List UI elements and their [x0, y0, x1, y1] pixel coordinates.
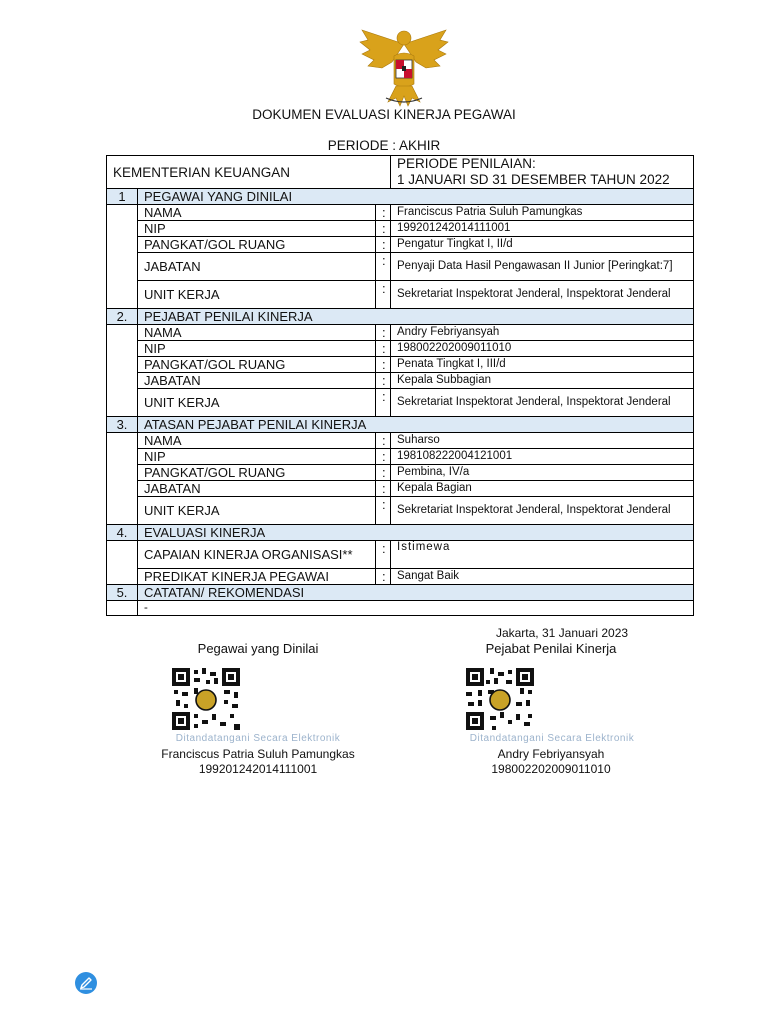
colon: :	[376, 449, 391, 465]
colon: :	[376, 541, 391, 569]
row-value: Istimewa	[391, 541, 694, 569]
table-row	[107, 569, 694, 585]
row-label: NIP	[138, 449, 376, 465]
colon: :	[376, 481, 391, 497]
section-title: ATASAN PEJABAT PENILAI KINERJA	[138, 417, 694, 433]
colon: :	[376, 281, 391, 309]
periode-label: PERIODE : AKHIR	[327, 138, 441, 153]
row-value: 199201242014111001	[391, 221, 694, 237]
note-value: -	[138, 601, 694, 616]
section-header	[107, 585, 694, 601]
section-title: PEJABAT PENILAI KINERJA	[138, 309, 694, 325]
table-row	[107, 221, 694, 237]
table-row	[107, 497, 694, 525]
row-label: JABATAN	[138, 373, 376, 389]
section-number: 4.	[107, 525, 138, 541]
section-header	[107, 309, 694, 325]
colon: :	[376, 341, 391, 357]
row-value: Kepala Bagian	[391, 481, 694, 497]
colon: :	[376, 253, 391, 281]
row-value: Pembina, IV/a	[391, 465, 694, 481]
table-row	[107, 325, 694, 341]
row-value: Pengatur Tingkat I, II/d	[391, 237, 694, 253]
right-signer-name: Andry Febriyansyah	[497, 747, 605, 761]
table-row	[107, 449, 694, 465]
section-number: 5.	[107, 585, 138, 601]
row-label: NIP	[138, 341, 376, 357]
table-row	[107, 389, 694, 417]
table-row	[107, 357, 694, 373]
right-signer-role: Pejabat Penilai Kinerja	[485, 641, 617, 656]
section-header	[107, 189, 694, 205]
table-row	[107, 433, 694, 449]
left-esign-note: Ditandatangani Secara Elektronik	[175, 733, 341, 744]
colon: :	[376, 357, 391, 373]
table-row	[107, 541, 694, 569]
row-label: UNIT KERJA	[138, 281, 376, 309]
row-value: Franciscus Patria Suluh Pamungkas	[391, 205, 694, 221]
row-label: UNIT KERJA	[138, 389, 376, 417]
right-signer-nip: 198002202009011010	[491, 762, 611, 776]
row-value: Sekretariat Inspektorat Jenderal, Inspektorat Jenderal	[391, 389, 694, 417]
colon: :	[376, 373, 391, 389]
row-label: NAMA	[138, 433, 376, 449]
section-title: PEGAWAI YANG DINILAI	[138, 189, 694, 205]
row-value: Suharso	[391, 433, 694, 449]
table-row	[107, 205, 694, 221]
row-value: Sekretariat Inspektorat Jenderal, Inspektorat Jenderal	[391, 281, 694, 309]
row-label: JABATAN	[138, 253, 376, 281]
colon: :	[376, 205, 391, 221]
row-value: Andry Febriyansyah	[391, 325, 694, 341]
row-value: Sekretariat Inspektorat Jenderal, Inspektorat Jenderal	[391, 497, 694, 525]
qr-code-icon	[466, 668, 534, 730]
periode-penilaian-value: 1 JANUARI SD 31 DESEMBER TAHUN 2022	[397, 172, 670, 187]
row-value: Penata Tingkat I, III/d	[391, 357, 694, 373]
colon: :	[376, 497, 391, 525]
row-value: 198108222004121001	[391, 449, 694, 465]
row-value: Sangat Baik	[391, 569, 694, 585]
row-label: NIP	[138, 221, 376, 237]
row-value: Penyaji Data Hasil Pengawasan II Junior [Peringkat:7]	[391, 253, 694, 281]
row-value: Kepala Subbagian	[391, 373, 694, 389]
table-row	[107, 237, 694, 253]
colon: :	[376, 325, 391, 341]
row-label: NAMA	[138, 325, 376, 341]
table-row	[107, 481, 694, 497]
left-signer-nip: 199201242014111001	[198, 762, 318, 776]
table-row	[107, 601, 694, 616]
row-label: PANGKAT/GOL RUANG	[138, 465, 376, 481]
table-row	[107, 281, 694, 309]
section-header	[107, 417, 694, 433]
periode-penilaian-label: PERIODE PENILAIAN:	[397, 156, 536, 171]
row-label: PANGKAT/GOL RUANG	[138, 237, 376, 253]
row-label: CAPAIAN KINERJA ORGANISASI**	[138, 541, 376, 569]
evaluation-table	[106, 155, 694, 616]
qr-code-icon	[172, 668, 240, 730]
colon: :	[376, 569, 391, 585]
colon: :	[376, 221, 391, 237]
table-row	[107, 465, 694, 481]
place-date: Jakarta, 31 Januari 2023	[495, 626, 629, 640]
section-title: CATATAN/ REKOMENDASI	[138, 585, 694, 601]
table-row	[107, 341, 694, 357]
right-esign-note: Ditandatangani Secara Elektronik	[469, 733, 635, 744]
colon: :	[376, 237, 391, 253]
left-signer-name: Franciscus Patria Suluh Pamungkas	[161, 747, 355, 761]
periode-penilaian	[391, 156, 694, 189]
edit-pen-button[interactable]	[75, 972, 97, 994]
instansi-label: KEMENTERIAN KEUANGAN	[107, 156, 391, 189]
row-label: PANGKAT/GOL RUANG	[138, 357, 376, 373]
section-title: EVALUASI KINERJA	[138, 525, 694, 541]
colon: :	[376, 465, 391, 481]
left-signer-role: Pegawai yang Dinilai	[197, 641, 319, 656]
row-label: PREDIKAT KINERJA PEGAWAI	[138, 569, 376, 585]
colon: :	[376, 389, 391, 417]
table-row	[107, 373, 694, 389]
table-header-row	[107, 156, 694, 189]
garuda-emblem	[358, 26, 450, 110]
section-number: 1	[107, 189, 138, 205]
section-number: 2.	[107, 309, 138, 325]
colon: :	[376, 433, 391, 449]
document-title: DOKUMEN EVALUASI KINERJA PEGAWAI	[252, 107, 516, 122]
section-number: 3.	[107, 417, 138, 433]
row-value: 198002202009011010	[391, 341, 694, 357]
row-label: UNIT KERJA	[138, 497, 376, 525]
row-label: JABATAN	[138, 481, 376, 497]
row-label: NAMA	[138, 205, 376, 221]
pen-icon	[75, 972, 97, 994]
section-header	[107, 525, 694, 541]
table-row	[107, 253, 694, 281]
